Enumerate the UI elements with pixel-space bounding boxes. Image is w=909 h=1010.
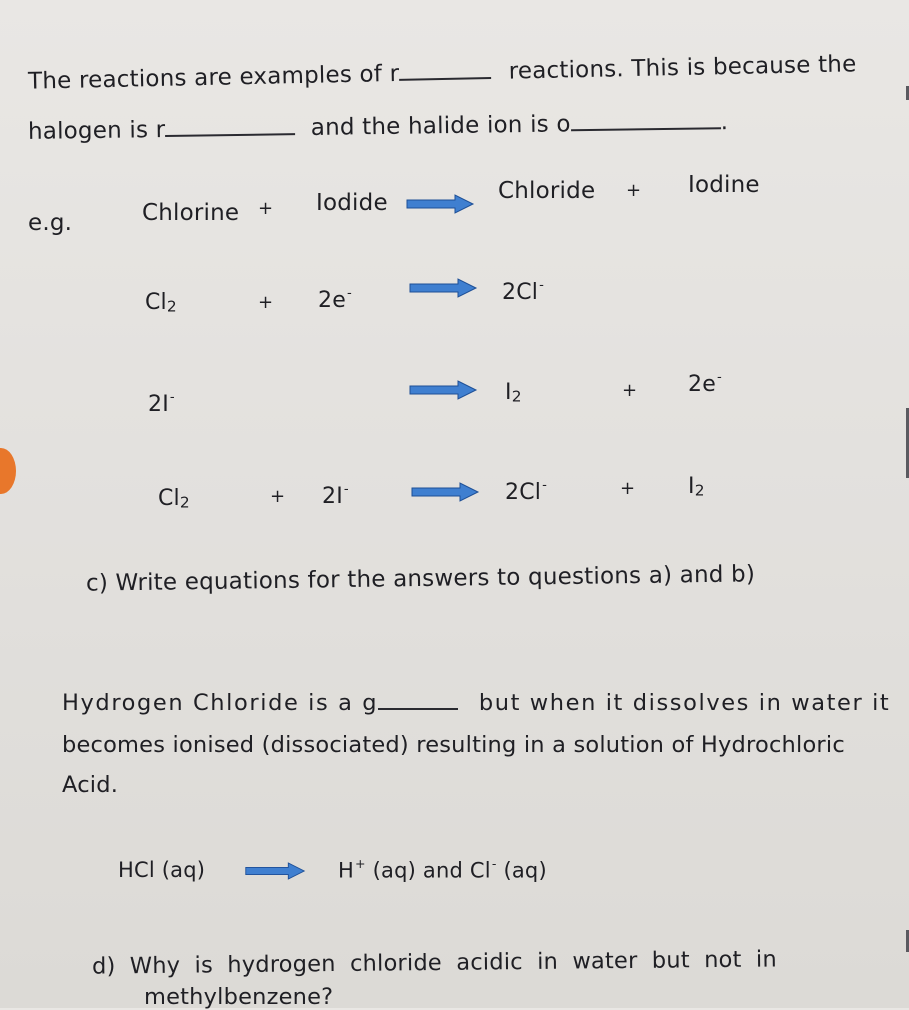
full-eq-plus-2: + bbox=[620, 478, 636, 499]
word-chloride: Chloride bbox=[498, 178, 596, 204]
question-c: c) Write equations for the answers to questions a) and b) bbox=[85, 561, 756, 597]
half-eq-1-electrons bbox=[318, 286, 352, 313]
word-plus-1: + bbox=[258, 198, 274, 219]
iodide-ion: 2I bbox=[322, 483, 343, 509]
reaction-arrow-icon bbox=[408, 278, 478, 298]
hcl-eq-middle: (aq) and Cl bbox=[372, 858, 491, 883]
chloride-ion: 2Cl bbox=[502, 279, 539, 305]
word-iodine: Iodine bbox=[688, 172, 760, 198]
subscript: 2 bbox=[511, 387, 522, 406]
answer-blank-g[interactable] bbox=[378, 707, 458, 710]
iodide-ion: 2I bbox=[148, 391, 169, 417]
half-eq-2-plus: + bbox=[622, 380, 638, 401]
half-eq-2-2i bbox=[148, 390, 175, 417]
superscript: - bbox=[491, 856, 497, 871]
answer-blank-r1[interactable] bbox=[399, 76, 491, 81]
word-plus-2: + bbox=[626, 180, 642, 201]
word-iodide: Iodide bbox=[316, 190, 388, 216]
hcl-paragraph-line-2: becomes ionised (dissociated) resulting in a solution of Hydrochloric bbox=[62, 732, 845, 758]
chloride-ion: 2Cl bbox=[505, 479, 542, 505]
superscript: - bbox=[343, 482, 349, 497]
intro-line-1 bbox=[28, 51, 857, 94]
superscript: + bbox=[355, 856, 366, 871]
superscript: - bbox=[346, 286, 352, 301]
reaction-arrow-icon bbox=[244, 862, 306, 880]
superscript: - bbox=[542, 478, 548, 493]
question-d-line-1: d) Why is hydrogen chloride acidic in water but not in bbox=[91, 946, 777, 980]
superscript: - bbox=[716, 370, 722, 385]
example-label: e.g. bbox=[28, 210, 73, 236]
full-eq-i2 bbox=[688, 474, 705, 499]
hcl-paragraph-line-1 bbox=[62, 690, 890, 716]
electrons: 2e bbox=[318, 287, 346, 313]
intro-line-2-middle: and the halide ion is o bbox=[310, 111, 571, 141]
orange-tab-decoration bbox=[0, 448, 16, 494]
superscript: - bbox=[169, 390, 175, 405]
subscript: 2 bbox=[694, 481, 705, 500]
question-d-line-2: methylbenzene? bbox=[144, 984, 334, 1010]
half-eq-1-2cl bbox=[502, 278, 544, 305]
full-eq-cl2 bbox=[158, 486, 190, 511]
reaction-arrow-icon bbox=[408, 380, 478, 400]
half-eq-2-electrons bbox=[688, 370, 722, 397]
cl-symbol: Cl bbox=[158, 486, 180, 511]
subscript: 2 bbox=[179, 493, 190, 512]
answer-blank-r2[interactable] bbox=[165, 132, 295, 137]
half-eq-1-cl2 bbox=[145, 290, 177, 315]
reaction-arrow-icon bbox=[410, 482, 480, 502]
reaction-arrow-icon bbox=[405, 194, 475, 214]
full-eq-2cl bbox=[505, 478, 547, 505]
intro-line-1-end: reactions. This is because the bbox=[508, 51, 857, 85]
subscript: 2 bbox=[166, 297, 177, 316]
full-eq-plus-1: + bbox=[270, 486, 286, 507]
intro-line-2-end: . bbox=[720, 109, 729, 136]
hcl-eq-right bbox=[338, 856, 547, 882]
superscript: - bbox=[539, 278, 545, 293]
intro-line-1-start: The reactions are examples of r bbox=[27, 60, 400, 95]
full-eq-2i bbox=[322, 482, 349, 509]
hcl-eq-left: HCl (aq) bbox=[118, 858, 206, 882]
half-eq-1-plus: + bbox=[258, 292, 274, 313]
hydrogen-ion: H bbox=[338, 858, 354, 883]
intro-line-2-start: halogen is r bbox=[27, 116, 166, 145]
electrons: 2e bbox=[688, 371, 716, 397]
hcl-eq-end: (aq) bbox=[503, 858, 547, 883]
word-chlorine: Chlorine bbox=[142, 200, 240, 226]
hcl-line-1-end: but when it dissolves in water it bbox=[478, 690, 891, 716]
iodine-symbol: I bbox=[505, 380, 512, 405]
half-eq-2-i2 bbox=[505, 380, 522, 405]
cl-symbol: Cl bbox=[145, 290, 167, 315]
iodine-symbol: I bbox=[688, 474, 695, 499]
hcl-paragraph-line-3: Acid. bbox=[62, 772, 119, 798]
answer-blank-o[interactable] bbox=[571, 126, 721, 131]
intro-line-2 bbox=[28, 109, 728, 145]
hcl-line-1-start: Hydrogen Chloride is a g bbox=[62, 690, 379, 716]
